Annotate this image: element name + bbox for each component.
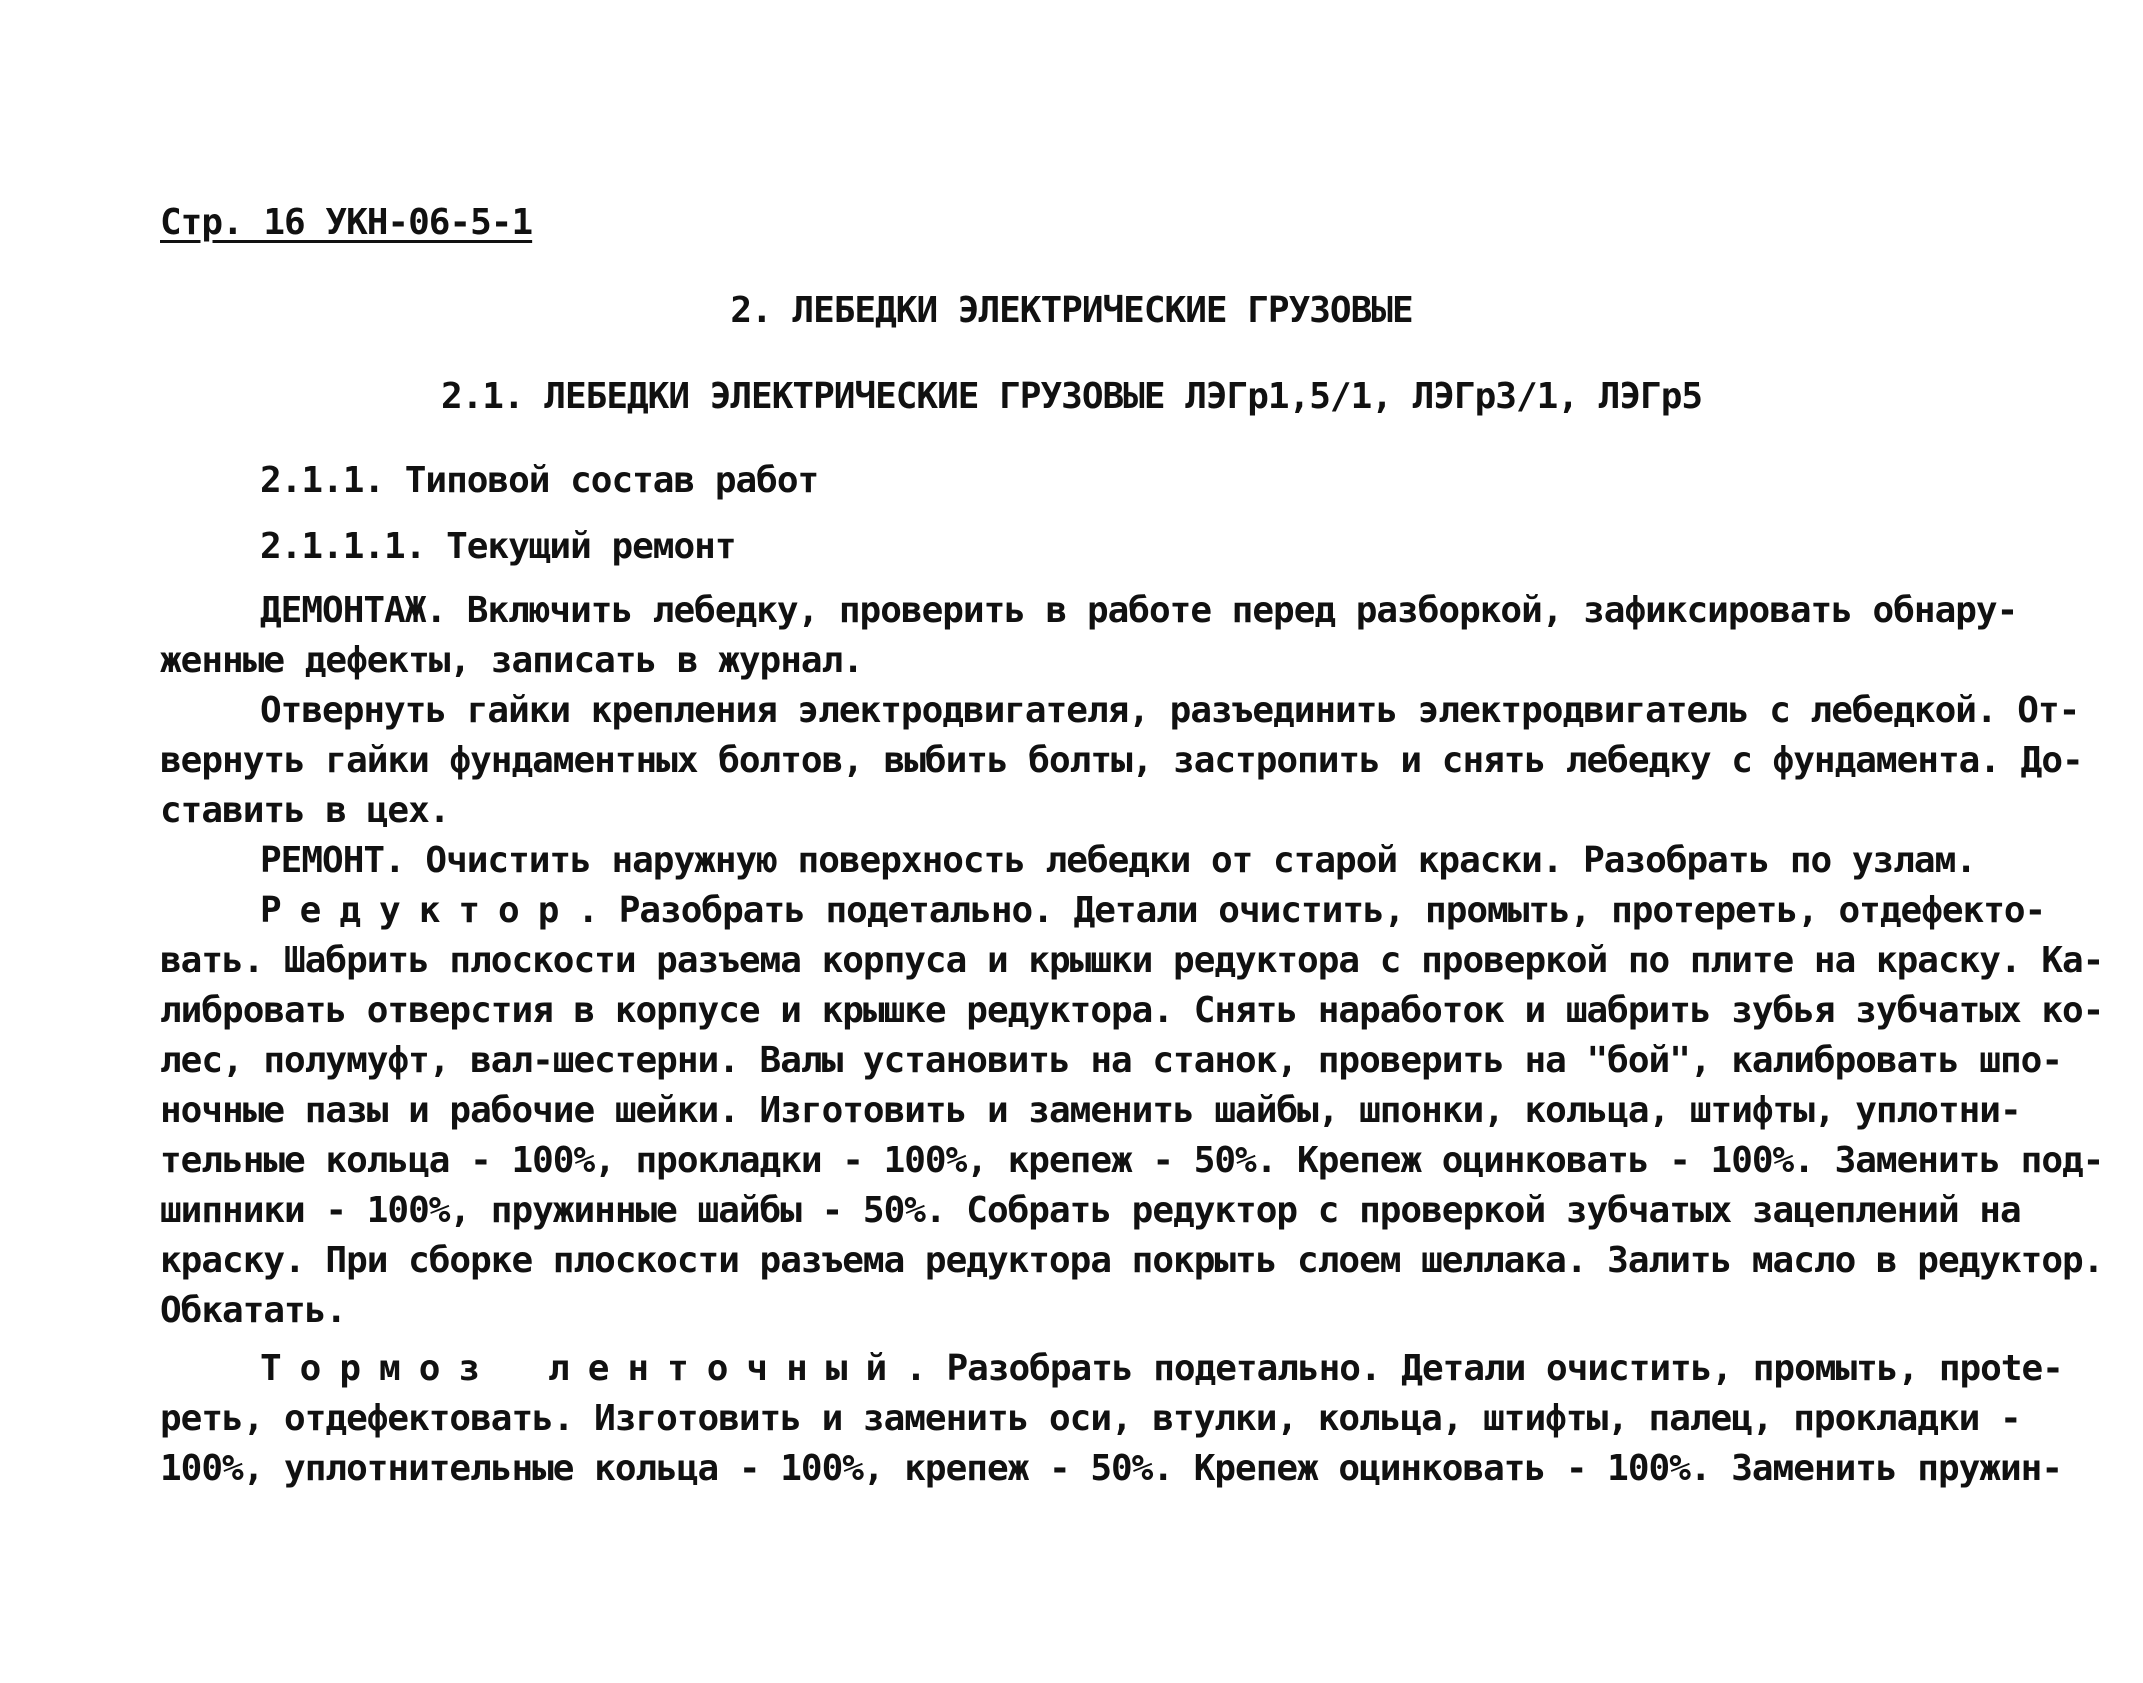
page-reference: Стр. 16 УКН-06-5-1 — [160, 202, 533, 243]
paragraph-line: тельные кольца - 100%, прокладки - 100%, крепеж - 50%. Крепеж оцинковать - 100%. Заменить под- — [160, 1140, 2104, 1181]
paragraph-line: Отвернуть гайки крепления электродвигателя, разъединить электродвигатель с лебедкой. От- — [260, 690, 2080, 731]
paragraph-line: вернуть гайки фундаментных болтов, выбить болты, застропить и снять лебедку с фундамента. До- — [160, 740, 2083, 781]
brake-spaced-label: ленточный — [548, 1348, 906, 1389]
paragraph-line: вать. Шабрить плоскости разъема корпуса и крышки редуктора с проверкой по плите на краску. Ка- — [160, 940, 2104, 981]
reducer-paragraph-first-line — [260, 886, 2080, 936]
paragraph-line: шипники - 100%, пружинные шайбы - 50%. Собрать редуктор с проверкой зубчатых зацеплений на — [160, 1190, 2021, 1231]
paragraph-line: женные дефекты, записать в журнал. — [160, 640, 863, 681]
paragraph-line: ночные пазы и рабочие шейки. Изготовить и заменить шайбы, шпонки, кольца, штифты, уплотни- — [160, 1090, 2021, 1131]
paragraph-line: реть, отдефектовать. Изготовить и заменить оси, втулки, кольца, штифты, палец, прокладки - — [160, 1398, 2021, 1439]
subsection-title: 2.1. ЛЕБЕДКИ ЭЛЕКТРИЧЕСКИЕ ГРУЗОВЫЕ ЛЭГр1,5/1, ЛЭГр3/1, ЛЭГр5 — [440, 376, 1703, 417]
reducer-spaced-label: Редуктор — [260, 890, 578, 931]
paragraph-text: . Разобрать подетально. Детали очистить, промыть, протереть, отдефекто- — [577, 890, 2046, 931]
paragraph-line: РЕМОНТ. Очистить наружную поверхность лебедки от старой краски. Разобрать по узлам. — [260, 840, 1976, 881]
paragraph-line: ставить в цех. — [160, 790, 450, 831]
paragraph-line: либровать отверстия в корпусе и крышке редуктора. Снять наработок и шабрить зубья зубчатых ко- — [160, 990, 2104, 1031]
brake-paragraph-first-line — [260, 1344, 2080, 1394]
section-title: 2. ЛЕБЕДКИ ЭЛЕКТРИЧЕСКИЕ ГРУЗОВЫЕ — [730, 290, 1413, 331]
paragraph-text: . Разобрать подетально. Детали очистить, промыть, прote- — [905, 1348, 2063, 1389]
subitem-heading: 2.1.1.1. Текущий ремонт — [260, 526, 736, 567]
paragraph-line: лес, полумуфт, вал-шестерни. Валы установить на станок, проверить на "бой", калибровать шпо- — [160, 1040, 2062, 1081]
paragraph-line: краску. При сборке плоскости разъема редуктора покрыть слоем шеллака. Залить масло в редуктор. — [160, 1240, 2104, 1281]
paragraph-line: ДЕМОНТАЖ. Включить лебедку, проверить в работе перед разборкой, зафиксировать обнару- — [260, 590, 2018, 631]
paragraph-line: Обкатать. — [160, 1290, 347, 1331]
paragraph-line: 100%, уплотнительные кольца - 100%, крепеж - 50%. Крепеж оцинковать - 100%. Заменить пружин- — [160, 1448, 2062, 1489]
item-heading: 2.1.1. Типовой состав работ — [260, 460, 819, 501]
brake-spaced-label: Тормоз — [260, 1348, 499, 1389]
